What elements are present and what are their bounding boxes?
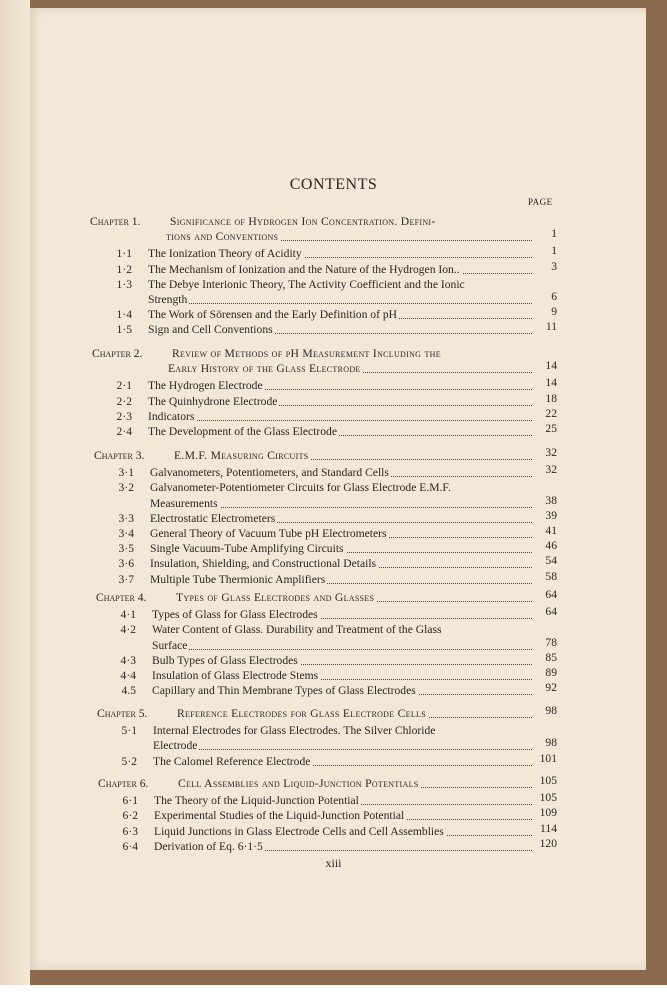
section-title-line-text: The Mechanism of Ionization and the Nature of the Hydrogen Ion.. (148, 262, 460, 276)
chapter-title-line-text: Cell Assemblies and Liquid-Junction Potentials (178, 777, 419, 790)
section-title-line-text: Multiple Tube Thermionic Amplifiers (150, 572, 326, 586)
section-title-line-text: Types of Glass for Glass Electrodes (152, 608, 318, 622)
page-number: 14 (545, 376, 557, 390)
section-title-line (148, 322, 532, 337)
section-title-line-text: The Theory of the Liquid-Junction Potential (154, 794, 359, 808)
section-number: 3·5 (118, 542, 134, 556)
chapter-label: Chapter 2. (92, 347, 143, 360)
section-title-line (150, 496, 532, 511)
section-title-line (152, 607, 532, 622)
section-title-line (153, 723, 532, 738)
page-number: 3 (551, 259, 557, 273)
section-number: 6·1 (122, 794, 138, 808)
section-number: 4·4 (120, 669, 136, 682)
section-number: 4.5 (121, 684, 136, 698)
section-title-line (148, 424, 532, 439)
page-number: 32 (545, 463, 557, 477)
section-title-line-text: Measurements (150, 496, 218, 510)
chapter-title-line-text: Significance of Hydrogen Ion Concentration. Defini- (170, 215, 436, 228)
section-title-line-text: The Ionization Theory of Acidity (148, 247, 302, 261)
section-title-line (148, 277, 532, 292)
page-number: 89 (545, 666, 557, 679)
section-title-line-text: Insulation of Glass Electrode Stems (152, 669, 319, 682)
section-title-line (152, 622, 532, 637)
page-number: 92 (545, 681, 557, 695)
page-number: 78 (545, 635, 557, 649)
section-title-line-text: The Quinhydrone Electrode (148, 394, 278, 408)
page-title: CONTENTS (289, 176, 378, 193)
section-title-line (154, 808, 532, 823)
section-title-line-text: Strength (148, 293, 188, 306)
leader-dots (148, 420, 532, 421)
page-number: 9 (551, 305, 557, 319)
section-title-line (150, 511, 532, 526)
page-number: 105 (539, 774, 557, 787)
chapter-title-line (178, 776, 532, 791)
section-number: 1·5 (116, 323, 132, 337)
page-number: 32 (545, 446, 557, 459)
chapter-title-line (174, 448, 532, 463)
section-title-line (148, 378, 532, 393)
section-number: 3·6 (118, 557, 134, 571)
section-number: 3·4 (118, 527, 134, 540)
section-title-line (152, 668, 532, 683)
section-title-line (148, 292, 532, 307)
section-title-line (152, 638, 532, 653)
page-number: 11 (545, 320, 557, 334)
chapter-title-line-text: E.M.F. Measuring Circuits (174, 449, 309, 462)
page-number: 114 (540, 821, 557, 835)
page-number: 46 (545, 539, 557, 553)
section-title-line (150, 556, 532, 571)
section-title-line (154, 824, 532, 839)
page-number: 18 (545, 391, 557, 405)
section-number: 3·7 (118, 572, 134, 586)
page-number: 38 (545, 493, 557, 507)
page-number: 120 (539, 836, 557, 850)
section-title-line (148, 394, 532, 409)
section-title-line (148, 307, 532, 322)
chapter-label: Chapter 1. (90, 215, 141, 228)
section-number: 3·2 (118, 481, 134, 495)
page-number: 101 (539, 751, 557, 765)
section-number: 6·4 (122, 839, 138, 853)
section-title-line-text: Derivation of Eq. 6·1·5 (154, 839, 263, 853)
section-number: 1·3 (116, 277, 132, 291)
section-title-line (154, 793, 532, 808)
section-number: 5·1 (121, 724, 137, 738)
section-title-line-text: Capillary and Thin Membrane Types of Glass Electrodes (152, 684, 416, 698)
section-number: 1·4 (116, 308, 132, 322)
section-title-line (152, 653, 532, 668)
page-number: 39 (545, 508, 557, 522)
section-number: 3·1 (118, 466, 134, 480)
chapter-title-line-text: Types of Glass Electrodes and Glasses (176, 591, 375, 604)
page-number-footer: xiii (325, 856, 342, 870)
page-number: 25 (545, 422, 557, 435)
section-number: 4·1 (120, 608, 136, 622)
chapter-title-line-text: tions and Conventions (166, 230, 279, 244)
section-number: 1·2 (116, 262, 132, 276)
section-title-line-text: The Development of the Glass Electrode (148, 425, 337, 438)
section-title-line-text: Single Vacuum-Tube Amplifying Circuits (150, 542, 344, 556)
page-column-label: PAGE (528, 197, 553, 207)
chapter-label: Chapter 5. (97, 707, 148, 720)
leader-dots (148, 303, 532, 304)
section-title-line-text: The Hydrogen Electrode (148, 379, 263, 393)
section-title-line-text: The Calomel Reference Electrode (153, 754, 311, 768)
page-number: 98 (545, 704, 557, 717)
leader-dots (152, 649, 532, 650)
page-number: 1 (551, 244, 557, 258)
section-title-line (148, 262, 532, 277)
section-number: 6·2 (122, 809, 138, 823)
section-title-line-text: Electrostatic Electrometers (150, 511, 276, 525)
section-title-line-text: Liquid Junctions in Glass Electrode Cells and Cell Assemblies (154, 824, 444, 838)
page-number: 85 (545, 650, 557, 664)
section-title-line (150, 480, 532, 495)
chapter-title-line (168, 361, 532, 376)
page-number: 14 (545, 359, 557, 373)
page-number: 54 (545, 554, 557, 568)
section-number: 4·3 (120, 653, 136, 667)
section-number: 2·2 (116, 394, 132, 408)
section-number: 4·2 (120, 623, 136, 637)
chapter-title-line-text: Early History of the Glass Electrode (168, 362, 361, 376)
page-number: 64 (545, 605, 557, 619)
page-number: 109 (539, 806, 557, 820)
section-title-line-text: Surface (152, 638, 188, 652)
chapter-title-line-text: Reference Electrodes for Glass Electrode Cells (177, 707, 426, 720)
page-number: 22 (545, 406, 557, 420)
chapter-label: Chapter 3. (94, 449, 145, 462)
page-number: 1 (551, 227, 557, 241)
section-title-line (150, 465, 532, 480)
section-number: 2·1 (116, 379, 132, 393)
section-title-line (148, 246, 532, 261)
section-number: 2·4 (116, 425, 132, 438)
section-title-line-text: Electrode (153, 739, 198, 753)
page-number: 98 (545, 736, 557, 750)
section-title-line (150, 572, 532, 587)
section-title-line-text: Galvanometers, Potentiometers, and Standard Cells (150, 466, 389, 480)
chapter-title-line (176, 590, 532, 605)
chapter-label: Chapter 4. (96, 591, 147, 604)
section-number: 5·2 (121, 754, 137, 768)
section-title-line-text: Water Content of Glass. Durability and Treatment of the Glass (152, 623, 442, 637)
chapter-title-line (170, 214, 532, 229)
section-number: 6·3 (122, 824, 138, 838)
section-number: 3·3 (118, 511, 134, 525)
page-number: 105 (539, 791, 557, 805)
chapter-title-line (166, 229, 532, 244)
section-title-line-text: The Work of Sörensen and the Early Definition of pH (148, 308, 398, 322)
section-number: 2·3 (116, 409, 132, 423)
section-title-line (148, 409, 532, 424)
chapter-title-line-text: Review of Methods of pH Measurement Including the (172, 347, 441, 360)
section-title-line (150, 541, 532, 556)
page-number: 64 (545, 588, 557, 601)
section-title-line-text: Indicators (148, 409, 195, 423)
page-number: 6 (551, 290, 557, 303)
section-title-line-text: Experimental Studies of the Liquid-Junction Potential (154, 809, 405, 823)
section-title-line (153, 754, 532, 769)
section-title-line (150, 526, 532, 541)
section-title-line-text: Internal Electrodes for Glass Electrodes. The Silver Chloride (153, 724, 436, 738)
section-title-line (153, 738, 532, 753)
page-number: 41 (545, 524, 557, 537)
section-title-line-text: Insulation, Shielding, and Constructional Details (150, 557, 377, 571)
section-title-line-text: General Theory of Vacuum Tube pH Electrometers (150, 527, 387, 540)
leader-dots (153, 749, 532, 750)
chapter-title-line (177, 706, 532, 721)
section-title-line-text: Galvanometer-Potentiometer Circuits for Glass Electrode E.M.F. (150, 481, 451, 495)
chapter-label: Chapter 6. (98, 777, 149, 790)
section-title-line (154, 839, 532, 854)
chapter-title-line (172, 346, 532, 361)
section-title-line-text: The Debye Interionic Theory, The Activity Coefficient and the Ionic (148, 277, 465, 291)
section-title-line-text: Bulb Types of Glass Electrodes (152, 653, 298, 667)
section-title-line-text: Sign and Cell Conventions (148, 323, 273, 337)
section-title-line (152, 683, 532, 698)
page-number: 58 (545, 569, 557, 583)
section-number: 1·1 (116, 247, 132, 261)
